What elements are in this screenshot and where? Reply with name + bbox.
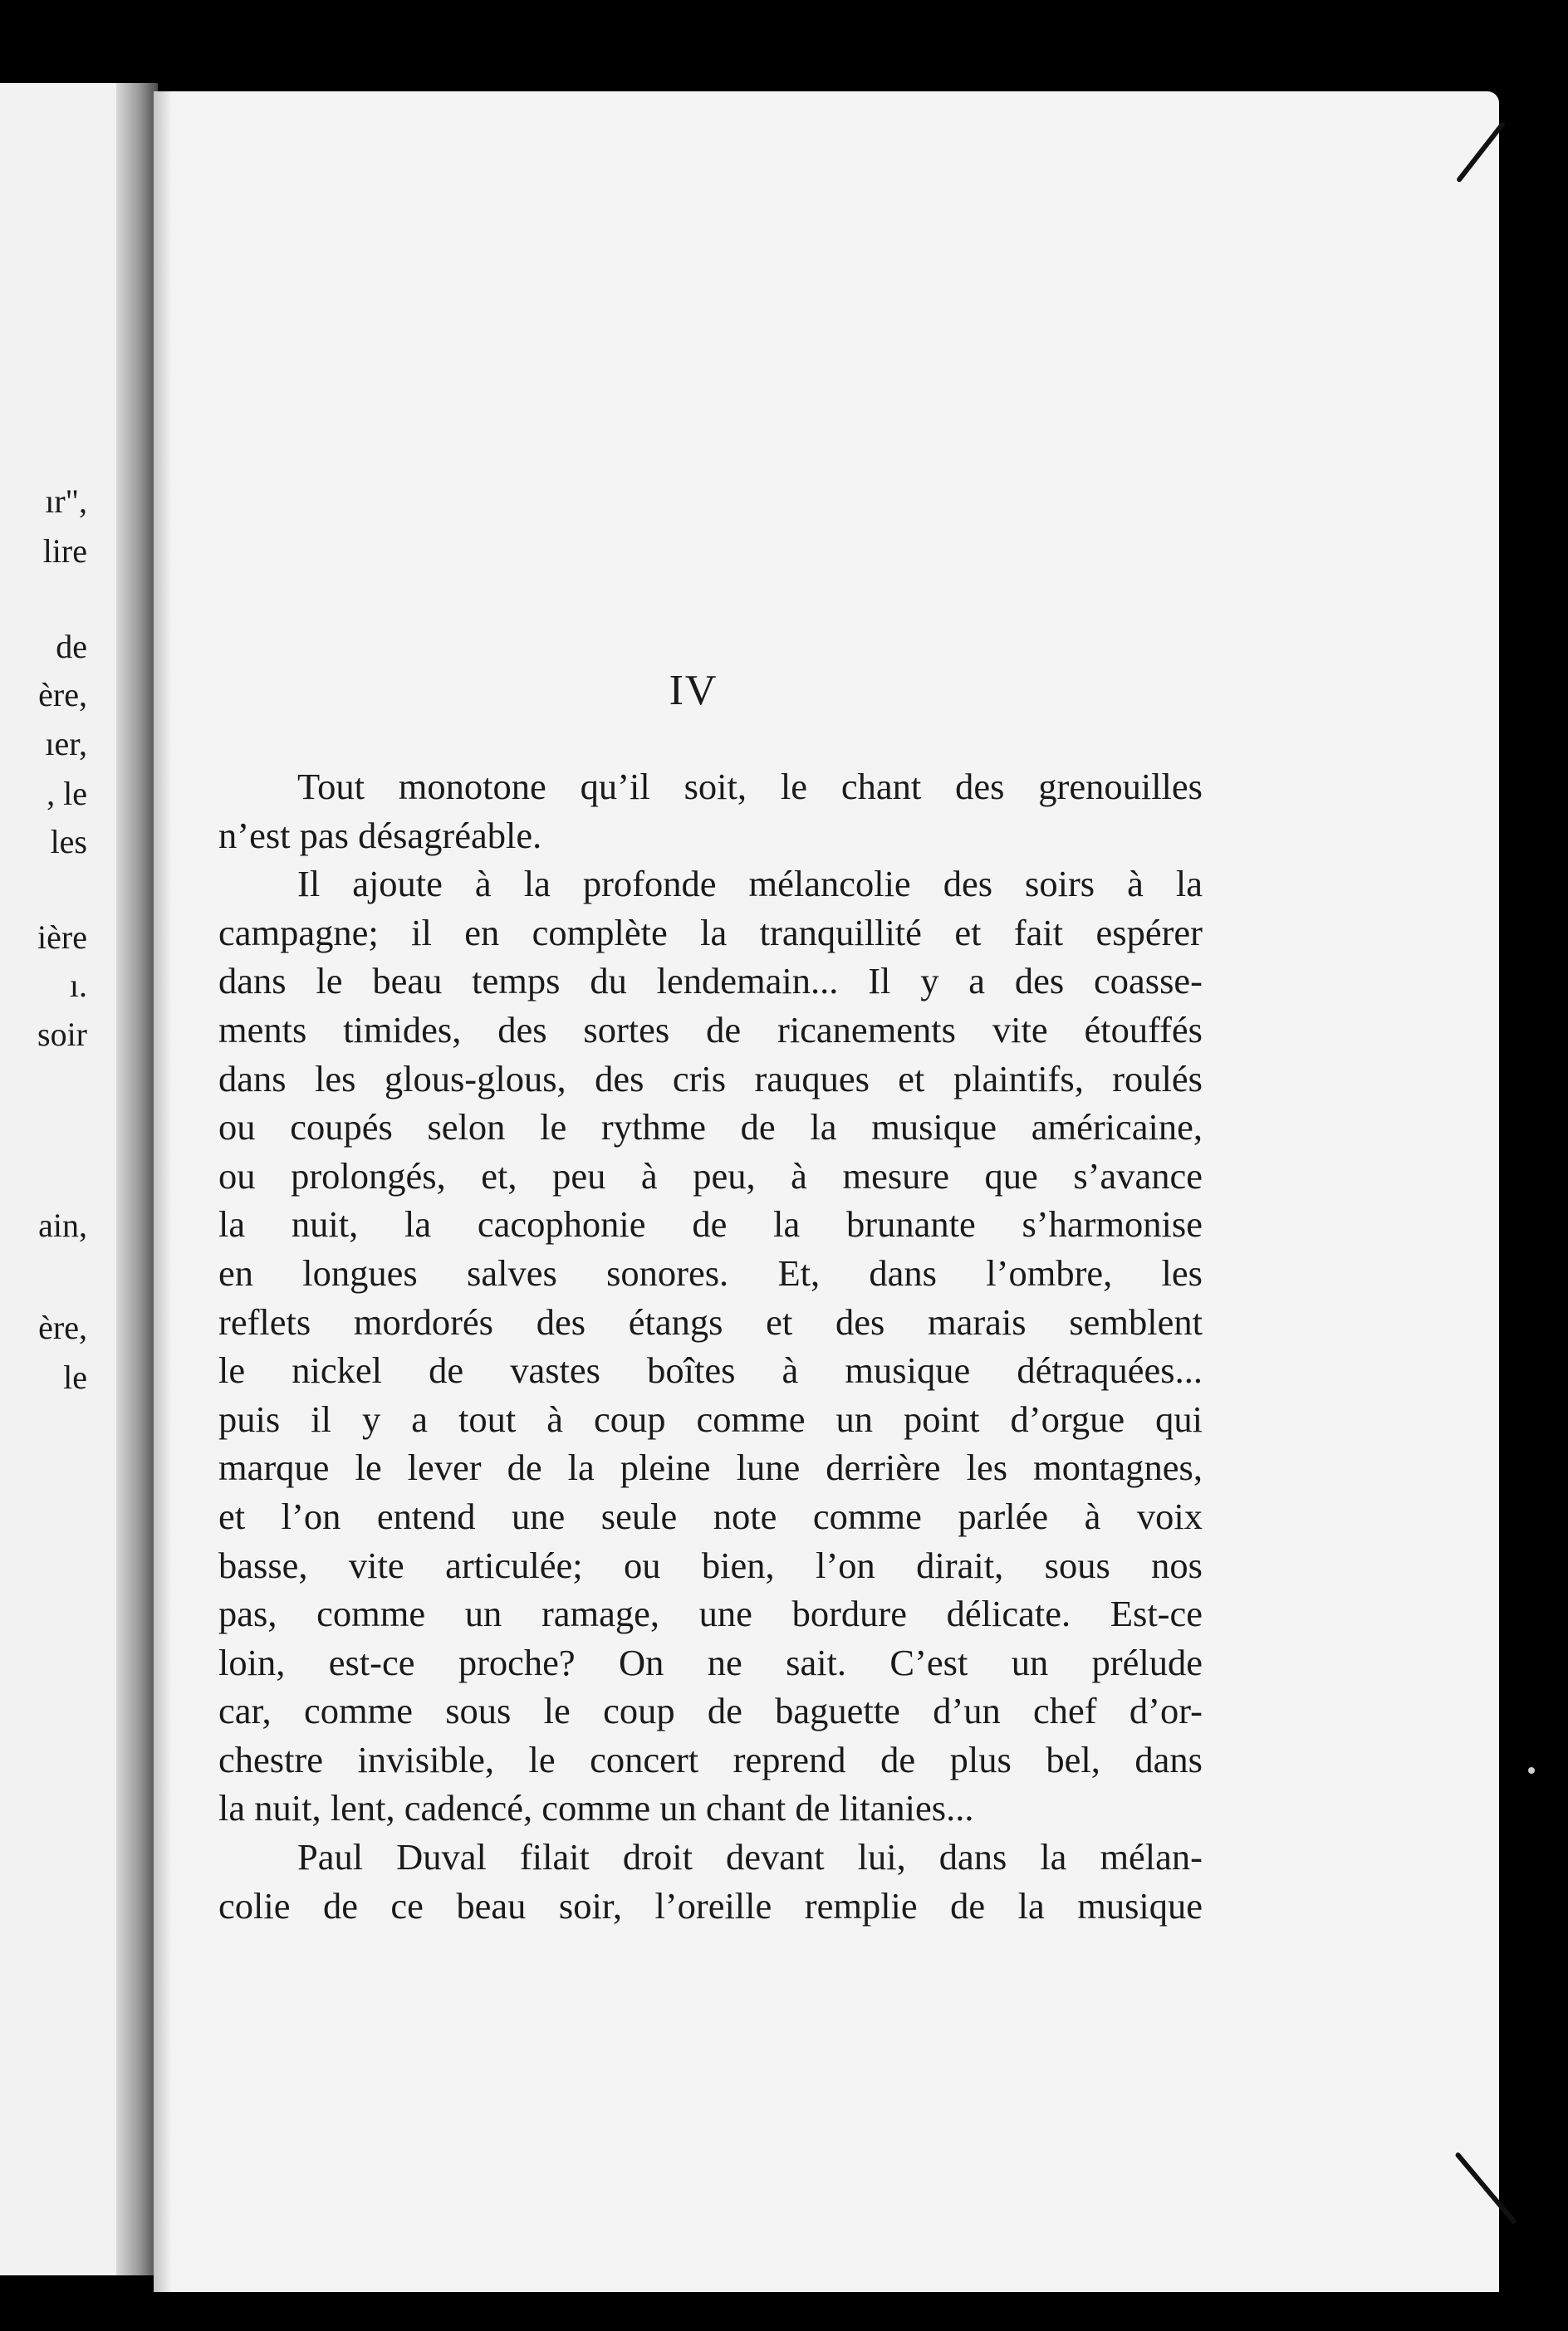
text-line: colie de ce beau soir, l’oreille remplie de la musique — [218, 1884, 1203, 1927]
left-page-fragment: ı. — [69, 967, 87, 1004]
text-line: chestre invisible, le concert reprend de plus bel, dans — [218, 1738, 1203, 1780]
text-line: puis il y a tout à coup comme un point d’orgue qui — [218, 1398, 1203, 1440]
text-line: Tout monotone qu’il soit, le chant des grenouilles — [297, 766, 1203, 807]
text-line: Il ajoute à la profonde mélancolie des soirs à la — [297, 863, 1203, 905]
text-line: pas, comme un ramage, une bordure délicate. Est-ce — [218, 1593, 1203, 1635]
text-line: dans le beau temps du lendemain... Il y a des coasse- — [218, 960, 1203, 1002]
chapter-text — [218, 762, 1203, 1930]
text-line: campagne; il en complète la tranquillité et fait espérer — [218, 911, 1203, 953]
left-page-fragment: , le — [47, 775, 87, 812]
dust-speck — [1528, 1767, 1535, 1774]
text-line: marque le lever de la pleine lune derrière les montagnes, — [218, 1447, 1203, 1489]
text-line: loin, est-ce proche? On ne sait. C’est un prélude — [218, 1641, 1203, 1683]
text-line: n’est pas désagréable. — [218, 814, 542, 856]
text-line: le nickel de vastes boîtes à musique détraquées... — [218, 1349, 1203, 1392]
left-page-fragment: ère, — [38, 676, 87, 713]
text-line: la nuit, la cacophonie de la brunante s’harmonise — [218, 1203, 1203, 1246]
text-line: la nuit, lent, cadencé, comme un chant de litanies... — [218, 1787, 974, 1829]
left-page-fragment: de — [56, 628, 87, 665]
text-line: en longues salves sonores. Et, dans l’ombre, les — [218, 1251, 1203, 1294]
text-line: ments timides, des sortes de ricanements vite étouffés — [218, 1008, 1203, 1050]
left-page-fragment: le — [63, 1359, 87, 1396]
page-gutter — [154, 91, 172, 2292]
left-page-fragment: les — [50, 823, 87, 860]
text-line: dans les glous-glous, des cris rauques et plaintifs, roulés — [218, 1057, 1203, 1099]
text-line: basse, vite articulée; ou bien, l’on dirait, sous nos — [218, 1544, 1203, 1586]
text-line: reflets mordorés des étangs et des marais semblent — [218, 1300, 1203, 1343]
left-page-fragment: ır", — [45, 482, 87, 520]
book-spine-shadow — [116, 83, 158, 2275]
text-line: Paul Duval filait droit devant lui, dans la mélan- — [297, 1836, 1203, 1878]
text-line: et l’on entend une seule note comme parlée à voix — [218, 1495, 1203, 1537]
book-page — [154, 91, 1499, 2292]
left-page-fragment: ain, — [38, 1207, 87, 1244]
text-line: ou coupés selon le rythme de la musique américaine, — [218, 1106, 1203, 1148]
text-line: car, comme sous le coup de baguette d’un chef d’or- — [218, 1690, 1203, 1732]
left-page-fragment: ère, — [38, 1309, 87, 1346]
left-page-fragment: soir — [37, 1016, 87, 1053]
left-page-fragment: ière — [37, 918, 87, 956]
text-line: ou prolongés, et, peu à peu, à mesure que s’avance — [218, 1154, 1203, 1197]
left-page-fragment: ıer, — [45, 725, 87, 762]
left-page-fragment: lire — [42, 532, 87, 570]
chapter-number: IV — [669, 667, 718, 714]
